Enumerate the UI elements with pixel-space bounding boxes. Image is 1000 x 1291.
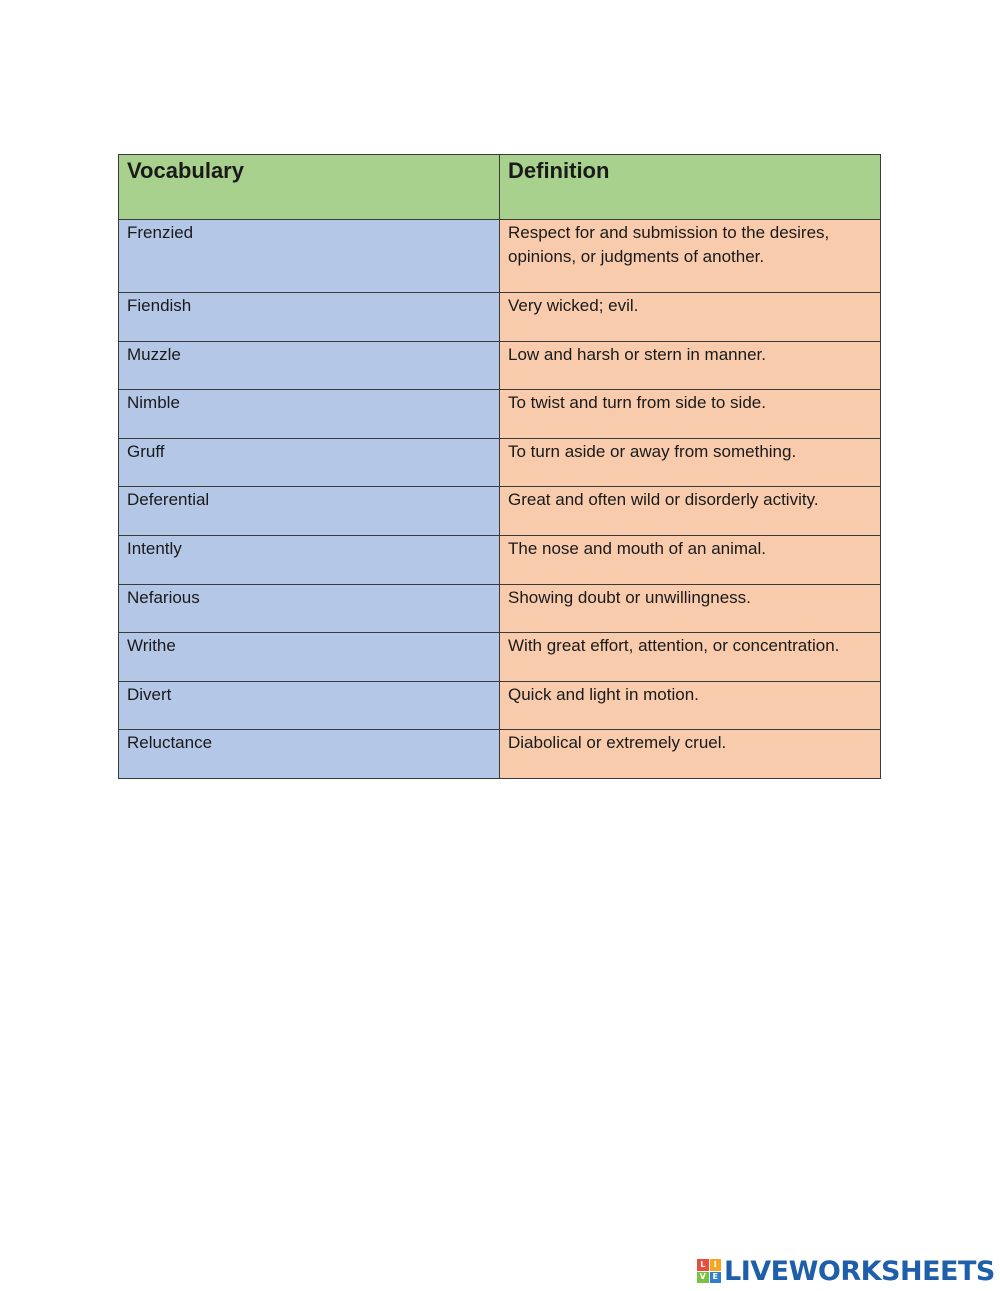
table-row	[119, 390, 881, 439]
vocabulary-word: Intently	[119, 535, 500, 584]
definition-text: Respect for and submission to the desires, opinions, or judgments of another.	[500, 220, 881, 293]
logo-mark-letter-e: E	[710, 1272, 722, 1284]
definition-text: Quick and light in motion.	[500, 681, 881, 730]
table-row	[119, 730, 881, 779]
liveworksheets-logo[interactable]	[697, 1256, 995, 1286]
vocabulary-word: Deferential	[119, 487, 500, 536]
table-row	[119, 584, 881, 633]
vocabulary-word: Nimble	[119, 390, 500, 439]
table-row	[119, 535, 881, 584]
table-row	[119, 293, 881, 342]
table-row	[119, 681, 881, 730]
vocabulary-word: Fiendish	[119, 293, 500, 342]
definition-header: Definition	[500, 155, 881, 220]
definition-text: Great and often wild or disorderly activity.	[500, 487, 881, 536]
definition-text: Diabolical or extremely cruel.	[500, 730, 881, 779]
logo-mark-letter-v: V	[697, 1272, 709, 1284]
definition-text: With great effort, attention, or concentration.	[500, 633, 881, 682]
table-header-row	[119, 155, 881, 220]
definition-text: Very wicked; evil.	[500, 293, 881, 342]
definition-text: To twist and turn from side to side.	[500, 390, 881, 439]
logo-text: LIVEWORKSHEETS	[724, 1255, 995, 1287]
definition-text: Showing doubt or unwillingness.	[500, 584, 881, 633]
logo-mark-letter-i: I	[710, 1259, 722, 1271]
logo-mark-letter-l: L	[697, 1259, 709, 1271]
table-row	[119, 220, 881, 293]
logo-mark-icon	[697, 1259, 721, 1283]
vocabulary-word: Writhe	[119, 633, 500, 682]
vocabulary-word: Gruff	[119, 438, 500, 487]
definition-text: The nose and mouth of an animal.	[500, 535, 881, 584]
vocabulary-word: Divert	[119, 681, 500, 730]
vocabulary-word: Frenzied	[119, 220, 500, 293]
vocabulary-table	[118, 154, 881, 779]
vocabulary-word: Muzzle	[119, 341, 500, 390]
table-row	[119, 487, 881, 536]
table-row	[119, 633, 881, 682]
table-row	[119, 438, 881, 487]
vocabulary-header: Vocabulary	[119, 155, 500, 220]
vocabulary-word: Reluctance	[119, 730, 500, 779]
vocabulary-word: Nefarious	[119, 584, 500, 633]
table-row	[119, 341, 881, 390]
definition-text: Low and harsh or stern in manner.	[500, 341, 881, 390]
definition-text: To turn aside or away from something.	[500, 438, 881, 487]
